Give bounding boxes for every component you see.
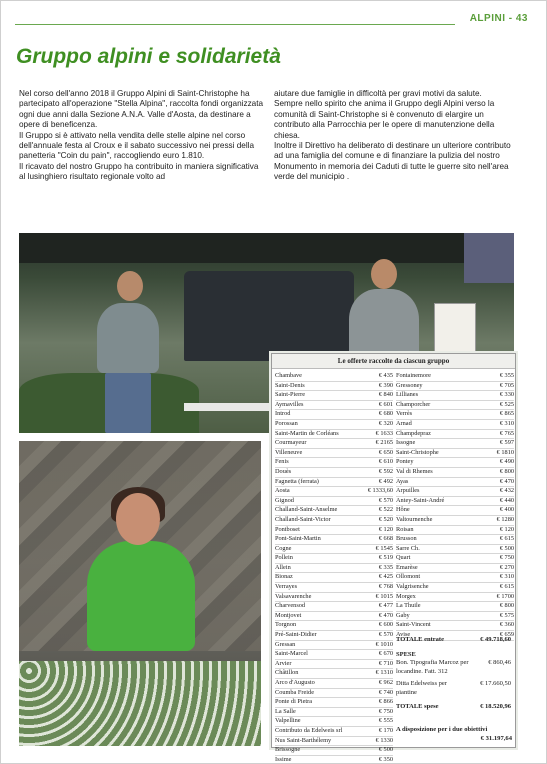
table-row [275,526,393,536]
amount: € 1545 [375,544,393,552]
table-row [275,573,393,583]
amount: € 520 [378,515,393,523]
group-name: Valsavarenche [275,592,312,600]
table-row [275,727,393,737]
table-row [396,506,514,516]
amount: € 490 [499,458,514,466]
amount: € 1810 [496,448,514,456]
table-row [396,573,514,583]
spese-edelweiss-value: € 17.660,50 [480,680,511,687]
amount: € 522 [378,506,393,514]
table-row [275,612,393,622]
group-name: Charvensod [275,602,306,610]
group-name: Champorcher [396,400,431,408]
totale-entrate-value: € 49.718,60 [480,636,511,643]
amount: € 355 [499,372,514,379]
table-row [396,564,514,574]
table-row [275,545,393,555]
table-row [275,449,393,459]
amount: € 710 [378,659,393,667]
group-name: Pollein [275,554,293,562]
amount: € 425 [378,573,393,581]
table-row [275,468,393,478]
flag [464,233,514,283]
table-row [275,756,393,764]
group-name: Hône [396,506,410,514]
amount: € 120 [378,525,393,533]
table-column-left [275,372,393,764]
table-row [396,410,514,420]
amount: € 525 [499,400,514,408]
group-name: Pont-Saint-Martin [275,535,321,543]
amount: € 1015 [375,592,393,600]
amount: € 432 [499,487,514,495]
amount: € 592 [378,467,393,475]
table-row [275,382,393,392]
table-row [396,612,514,622]
group-name: Saint-Vincent [396,621,431,629]
amount: € 120 [499,525,514,533]
spese-tipografia-label: Bon. Tipografia Marcoz per locandine. Fatt. 312 [396,659,469,675]
group-name: Morgex [396,592,416,600]
group-name: Gressoney [396,381,423,389]
group-name: Fagnetta (ferrata) [275,477,319,485]
group-name: Sarre Ch. [396,544,420,552]
group-name: Contributo da Edelweis srl [275,726,343,734]
person-left-head [117,271,143,301]
group-name: Torgnon [275,621,297,629]
group-name: Saint-Marcel [275,650,308,658]
table-row [396,468,514,478]
article-column-right [274,89,519,183]
group-name: Ayas [396,477,409,485]
table-row [396,391,514,401]
truck [184,271,354,361]
group-name: Brissogne [275,746,301,754]
amount: € 435 [378,372,393,379]
table-row [275,698,393,708]
table-row [275,669,393,679]
group-name: Issime [275,755,292,763]
table-row [275,535,393,545]
table-row [396,621,514,631]
table-row [396,602,514,612]
amount: € 765 [499,429,514,437]
group-name: Challand-Saint-Victor [275,515,331,523]
disposizione-block [396,726,512,743]
group-name: Quart [396,554,411,562]
amount: € 1333,60 [367,487,393,495]
amount: € 670 [378,650,393,658]
table-row [275,372,393,382]
table-row [275,660,393,670]
table-row [396,430,514,440]
table-row [396,372,514,382]
group-name: Valpelline [275,717,301,725]
group-name: Cogne [275,544,292,552]
group-name: Antey-Saint-André [396,496,445,504]
amount: € 750 [378,707,393,715]
amount: € 555 [378,717,393,725]
amount: € 350 [378,755,393,763]
group-name: Fenis [275,458,289,466]
table-row [275,593,393,603]
spese-edelweiss-label: Ditta Edelweiss per piantine [396,680,447,696]
group-name: Avise [396,631,411,639]
group-name: Gignod [275,496,294,504]
group-name: Arpuilles [396,487,420,495]
table-row [275,439,393,449]
table-row [275,602,393,612]
amount: € 615 [499,535,514,543]
group-name: Villeneuve [275,448,303,456]
group-name: Valtournenche [396,515,433,523]
group-name: Ponte di Pietra [275,698,313,706]
amount: € 1280 [496,515,514,523]
group-name: Val di Rhemes [396,467,433,475]
amount: € 740 [378,688,393,696]
table-row [396,401,514,411]
table-row [275,506,393,516]
group-name: Coumba Freide [275,688,314,696]
disposizione-value: € 31.197,64 [480,734,512,742]
amount: € 335 [378,563,393,571]
page-section-header: ALPINI - 43 [469,13,528,24]
table-row [396,583,514,593]
table-row [396,382,514,392]
edelweiss-plants [19,661,261,746]
group-name: Saint-Pierre [275,391,306,399]
amount: € 865 [499,410,514,418]
amount: € 360 [499,621,514,629]
group-name: Arnad [396,419,412,427]
group-name: Arvier [275,659,292,667]
amount: € 768 [378,583,393,591]
amount: € 310 [499,419,514,427]
group-name: Brusson [396,535,417,543]
table-row [396,526,514,536]
table-summary [396,636,511,712]
amount: € 570 [378,496,393,504]
table-row [396,516,514,526]
group-name: Montjovet [275,611,302,619]
spese-edelweiss-row [396,680,511,697]
group-name: Gressan [275,640,296,648]
table-row [396,439,514,449]
donations-table [271,353,516,763]
group-name: Châtillon [275,669,299,677]
amount: € 2165 [375,439,393,447]
amount: € 650 [378,448,393,456]
amount: € 519 [378,554,393,562]
amount: € 1010 [375,640,393,648]
amount: € 1633 [375,429,393,437]
totale-entrate-row [396,636,511,645]
amount: € 600 [378,621,393,629]
group-name: Aymavilles [275,400,304,408]
table-row [275,391,393,401]
totale-entrate-label: TOTALE entrate [396,636,444,643]
person-legs [105,373,151,433]
group-name: Arco d'Augusto [275,679,315,686]
group-name: Douès [275,467,292,475]
poster-card [434,303,476,357]
spese-label: SPESE [396,650,416,658]
amount: € 800 [499,602,514,610]
table-row [396,458,514,468]
table-row [275,487,393,497]
totale-spese-value: € 18.520,96 [480,703,511,710]
table-row [396,487,514,497]
photo-volunteer-with-edelweiss [19,441,261,746]
table-row [275,631,393,641]
group-name: La Thuile [396,602,421,610]
group-name: Verrayes [275,583,298,591]
amount: € 615 [499,583,514,591]
amount: € 750 [499,554,514,562]
table-row [275,679,393,689]
table-row [275,420,393,430]
amount: € 500 [378,746,393,754]
amount: € 800 [499,467,514,475]
awning [19,233,514,263]
group-name: Emarèse [396,563,418,571]
group-name: Saint-Denis [275,381,305,389]
table-row [275,564,393,574]
group-name: Pré-Saint-Didier [275,631,317,639]
amount: € 680 [378,410,393,418]
article-title: Gruppo alpini e solidarietà [16,45,281,68]
article-column-left [19,89,264,183]
table-title: Le offerte raccolte da ciascun gruppo [272,354,515,369]
group-name: Verrès [396,410,413,418]
spese-tipografia-row [396,659,511,676]
amount: € 668 [378,535,393,543]
amount: € 470 [499,477,514,485]
amount: € 400 [499,506,514,514]
group-name: Porossan [275,419,298,427]
amount: € 470 [378,611,393,619]
group-name: La Salle [275,707,296,715]
amount: € 840 [378,391,393,399]
table-row [275,430,393,440]
paragraph: aiutare due famiglie in difficoltà per gravi motivi da salute. [274,89,482,98]
group-name: Pontboset [275,525,300,533]
amount: € 705 [499,381,514,389]
table-row [275,516,393,526]
amount: € 170 [378,726,393,734]
amount: € 597 [499,439,514,447]
totale-spese-label: TOTALE spese [396,703,439,710]
person-right-head [371,259,397,289]
table-row [275,746,393,756]
table-row [275,554,393,564]
amount: € 1330 [375,736,393,744]
group-name: Fontainemore [396,372,431,379]
group-name: Nus Saint-Barthélemy [275,736,332,744]
amount: € 330 [499,391,514,399]
amount: € 962 [378,679,393,686]
group-name: Challand-Saint-Anselme [275,506,338,514]
amount: € 390 [378,381,393,389]
table-row [275,458,393,468]
table-row [275,650,393,660]
amount: € 1310 [375,669,393,677]
table-row [275,401,393,411]
table-row [396,554,514,564]
table-row [275,410,393,420]
header-rule [15,24,455,25]
table-row [396,593,514,603]
table-row [275,737,393,747]
paragraph: Nel corso dell'anno 2018 il Gruppo Alpini di Saint-Christophe ha partecipato all'operazione "Stella Alpina", raccolta fondi organizzata ogni due anni dalla Sezione A.N.A. Valle d'Aosta, da destinare a opere di beneficenza. [19,89,264,130]
person-green-shirt [87,541,195,651]
table-row [396,420,514,430]
amount: € 601 [378,400,393,408]
table-row [396,545,514,555]
amount: € 659 [499,631,514,639]
group-name: Saint-Martin de Corléans [275,429,339,437]
amount: € 310 [499,573,514,581]
group-name: Gaby [396,611,410,619]
group-name: Roisan [396,525,414,533]
table-row [275,717,393,727]
amount: € 270 [499,563,514,571]
paragraph: Sempre nello spirito che anima il Gruppo degli Alpini verso la comunità di Saint-Christophe si è convenuto di elargire un contributo alla Parrocchia per le opere di manutenzione della chiesa. [274,99,495,140]
table-row [396,497,514,507]
amount: € 492 [378,477,393,485]
amount: € 610 [378,458,393,466]
table-row [275,708,393,718]
paragraph: Inoltre il Direttivo ha deliberato di destinare un ulteriore contributo ad una famiglia del comune e di finanziare la pulizia del nostro Monumento in memoria dei Caduti di tutte le guerre sito nell'area verde del municipio . [274,141,511,182]
table-row [275,621,393,631]
group-name: Chambave [275,372,302,379]
disposizione-label: A disposizione per i due obiettivi [396,726,488,733]
group-name: Aosta [275,487,290,495]
group-name: Pontey [396,458,414,466]
group-name: Saint-Christophe [396,448,439,456]
table-row [275,497,393,507]
table-column-right [396,372,514,641]
amount: € 1700 [496,592,514,600]
group-name: Champdepraz [396,429,431,437]
group-name: Courmayeur [275,439,307,447]
amount: € 320 [378,419,393,427]
table-row [275,583,393,593]
group-name: Bionaz [275,573,293,581]
spese-tipografia-value: € 860,46 [488,659,511,666]
table-row [396,535,514,545]
amount: € 440 [499,496,514,504]
amount: € 866 [378,698,393,706]
group-name: Introd [275,410,291,418]
person-left [97,303,159,373]
group-name: Lillianes [396,391,419,399]
totale-spese-row [396,703,511,712]
group-name: Issogne [396,439,416,447]
group-name: Ollomont [396,573,421,581]
group-name: Valgrisenche [396,583,429,591]
paragraph: Il ricavato del nostro Gruppo ha contribuito in maniera significativa al lusinghiero risultato regionale volto ad [19,161,259,182]
amount: € 575 [499,611,514,619]
table-row [275,641,393,651]
table-row [275,478,393,488]
paragraph: Il Gruppo si è attivato nella vendita delle stelle alpine nel corso dell'annuale festa al Croux e il sabato successivo nei pressi della panetteria "Coin du pain", raccogliendo euro 1.810. [19,130,255,161]
table-row [396,449,514,459]
group-name: Allein [275,563,291,571]
table-row [275,689,393,699]
amount: € 477 [378,602,393,610]
person-head [116,493,160,545]
amount: € 500 [499,544,514,552]
amount: € 570 [378,631,393,639]
table-row [396,478,514,488]
